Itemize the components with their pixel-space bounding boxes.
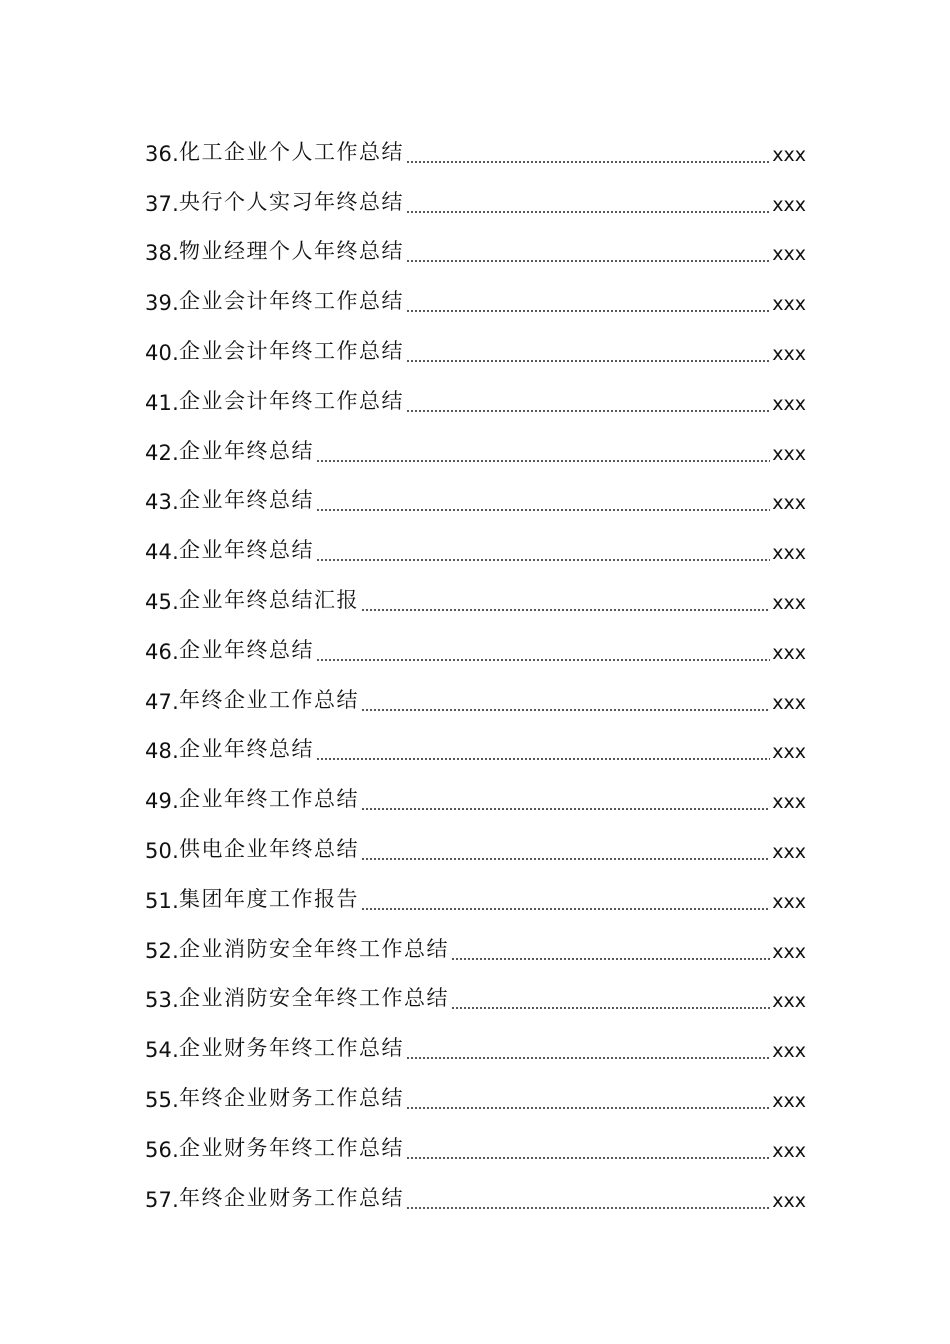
toc-entry[interactable] (145, 1122, 806, 1172)
toc-dot-leader (316, 559, 770, 561)
toc-dot-leader (406, 310, 770, 312)
toc-entry-number: 50. (145, 838, 179, 863)
toc-entry-number: 52. (145, 938, 179, 963)
toc-entry-page-number: xxx (772, 1040, 806, 1063)
toc-entry-number: 57. (145, 1187, 179, 1212)
toc-dot-leader (406, 260, 770, 262)
toc-entry-number: 43. (145, 490, 179, 515)
toc-entry-title: 企业年终总结 (179, 538, 314, 563)
toc-entry-page-number: xxx (772, 1189, 806, 1212)
toc-entry[interactable] (145, 475, 806, 525)
toc-entry-number: 53. (145, 988, 179, 1013)
toc-entry-number: 49. (145, 789, 179, 814)
toc-entry-number: 40. (145, 340, 179, 365)
toc-entry-page-number: xxx (772, 442, 806, 465)
toc-entry-title: 企业会计年终工作总结 (179, 338, 404, 363)
toc-entry-page-number: xxx (772, 741, 806, 764)
toc-entry-title: 企业消防安全年终工作总结 (179, 986, 449, 1011)
toc-entry[interactable] (145, 724, 806, 774)
toc-entry-page-number: xxx (772, 1139, 806, 1162)
toc-dot-leader (316, 758, 770, 760)
toc-entry-title: 年终企业财务工作总结 (179, 1085, 404, 1110)
toc-entry-title: 供电企业年终总结 (179, 836, 359, 861)
toc-entry[interactable] (145, 773, 806, 823)
toc-dot-leader (361, 808, 770, 810)
toc-entry-number: 36. (145, 141, 179, 166)
toc-entry[interactable] (145, 524, 806, 574)
toc-entry-title: 企业年终总结 (179, 737, 314, 762)
toc-entry-title: 企业财务年终工作总结 (179, 1036, 404, 1061)
toc-entry[interactable] (145, 923, 806, 973)
toc-dot-leader (361, 858, 770, 860)
toc-entry-page-number: xxx (772, 840, 806, 863)
toc-entry-title: 企业会计年终工作总结 (179, 289, 404, 314)
toc-entry-title: 企业年终总结汇报 (179, 587, 359, 612)
toc-entry[interactable] (145, 1172, 806, 1222)
toc-entry-page-number: xxx (772, 193, 806, 216)
toc-entry-page-number: xxx (772, 143, 806, 166)
toc-dot-leader (406, 410, 770, 412)
toc-entry-title: 年终企业工作总结 (179, 687, 359, 712)
toc-entry-title: 央行个人实习年终总结 (179, 189, 404, 214)
toc-entry[interactable] (145, 574, 806, 624)
toc-entry-number: 37. (145, 191, 179, 216)
toc-entry-page-number: xxx (772, 492, 806, 515)
toc-entry-page-number: xxx (772, 591, 806, 614)
toc-entry-number: 54. (145, 1038, 179, 1063)
toc-dot-leader (406, 161, 770, 163)
toc-entry-page-number: xxx (772, 542, 806, 565)
toc-entry-number: 39. (145, 291, 179, 316)
toc-entry-page-number: xxx (772, 342, 806, 365)
toc-entry[interactable] (145, 126, 806, 176)
toc-entry[interactable] (145, 624, 806, 674)
toc-dot-leader (451, 958, 770, 960)
toc-dot-leader (316, 509, 770, 511)
toc-entry-title: 企业年终总结 (179, 488, 314, 513)
toc-entry-number: 45. (145, 589, 179, 614)
toc-entry-number: 42. (145, 440, 179, 465)
toc-dot-leader (406, 360, 770, 362)
toc-entry-page-number: xxx (772, 1089, 806, 1112)
toc-entry[interactable] (145, 425, 806, 475)
toc-entry-title: 企业财务年终工作总结 (179, 1135, 404, 1160)
toc-entry[interactable] (145, 1072, 806, 1122)
toc-entry-number: 44. (145, 540, 179, 565)
toc-entry-number: 48. (145, 739, 179, 764)
toc-entry-title: 集团年度工作报告 (179, 886, 359, 911)
toc-entry-page-number: xxx (772, 940, 806, 963)
toc-entry[interactable] (145, 823, 806, 873)
toc-dot-leader (451, 1007, 770, 1009)
toc-entry-title: 企业年终总结 (179, 637, 314, 662)
toc-entry-number: 56. (145, 1137, 179, 1162)
toc-entry-number: 38. (145, 241, 179, 266)
toc-entry-number: 55. (145, 1087, 179, 1112)
toc-dot-leader (361, 609, 770, 611)
toc-entry-page-number: xxx (772, 890, 806, 913)
toc-entry-page-number: xxx (772, 691, 806, 714)
toc-entry-title: 化工企业个人工作总结 (179, 139, 404, 164)
toc-entry[interactable] (145, 325, 806, 375)
toc-entry-number: 47. (145, 689, 179, 714)
toc-entry-title: 企业消防安全年终工作总结 (179, 936, 449, 961)
toc-entry[interactable] (145, 973, 806, 1023)
toc-entry[interactable] (145, 226, 806, 276)
toc-entry[interactable] (145, 375, 806, 425)
toc-entry-page-number: xxx (772, 990, 806, 1013)
toc-dot-leader (361, 709, 770, 711)
toc-entry-page-number: xxx (772, 293, 806, 316)
toc-dot-leader (361, 908, 770, 910)
toc-entry-title: 企业年终总结 (179, 438, 314, 463)
toc-entry-title: 企业会计年终工作总结 (179, 388, 404, 413)
toc-entry-title: 年终企业财务工作总结 (179, 1185, 404, 1210)
toc-entry-number: 41. (145, 390, 179, 415)
toc-entry[interactable] (145, 275, 806, 325)
toc-entry-title: 物业经理个人年终总结 (179, 239, 404, 264)
toc-dot-leader (406, 1207, 770, 1209)
toc-dot-leader (316, 659, 770, 661)
toc-dot-leader (316, 460, 770, 462)
toc-dot-leader (406, 1157, 770, 1159)
toc-entry-page-number: xxx (772, 243, 806, 266)
toc-entry[interactable] (145, 176, 806, 226)
toc-entry[interactable] (145, 873, 806, 923)
toc-entry-number: 51. (145, 888, 179, 913)
toc-entry[interactable] (145, 674, 806, 724)
toc-entry-page-number: xxx (772, 791, 806, 814)
toc-entry-title: 企业年终工作总结 (179, 787, 359, 812)
toc-dot-leader (406, 211, 770, 213)
toc-dot-leader (406, 1107, 770, 1109)
table-of-contents (145, 126, 806, 1222)
toc-entry-number: 46. (145, 639, 179, 664)
toc-entry[interactable] (145, 1022, 806, 1072)
toc-entry-page-number: xxx (772, 641, 806, 664)
toc-dot-leader (406, 1057, 770, 1059)
toc-entry-page-number: xxx (772, 392, 806, 415)
